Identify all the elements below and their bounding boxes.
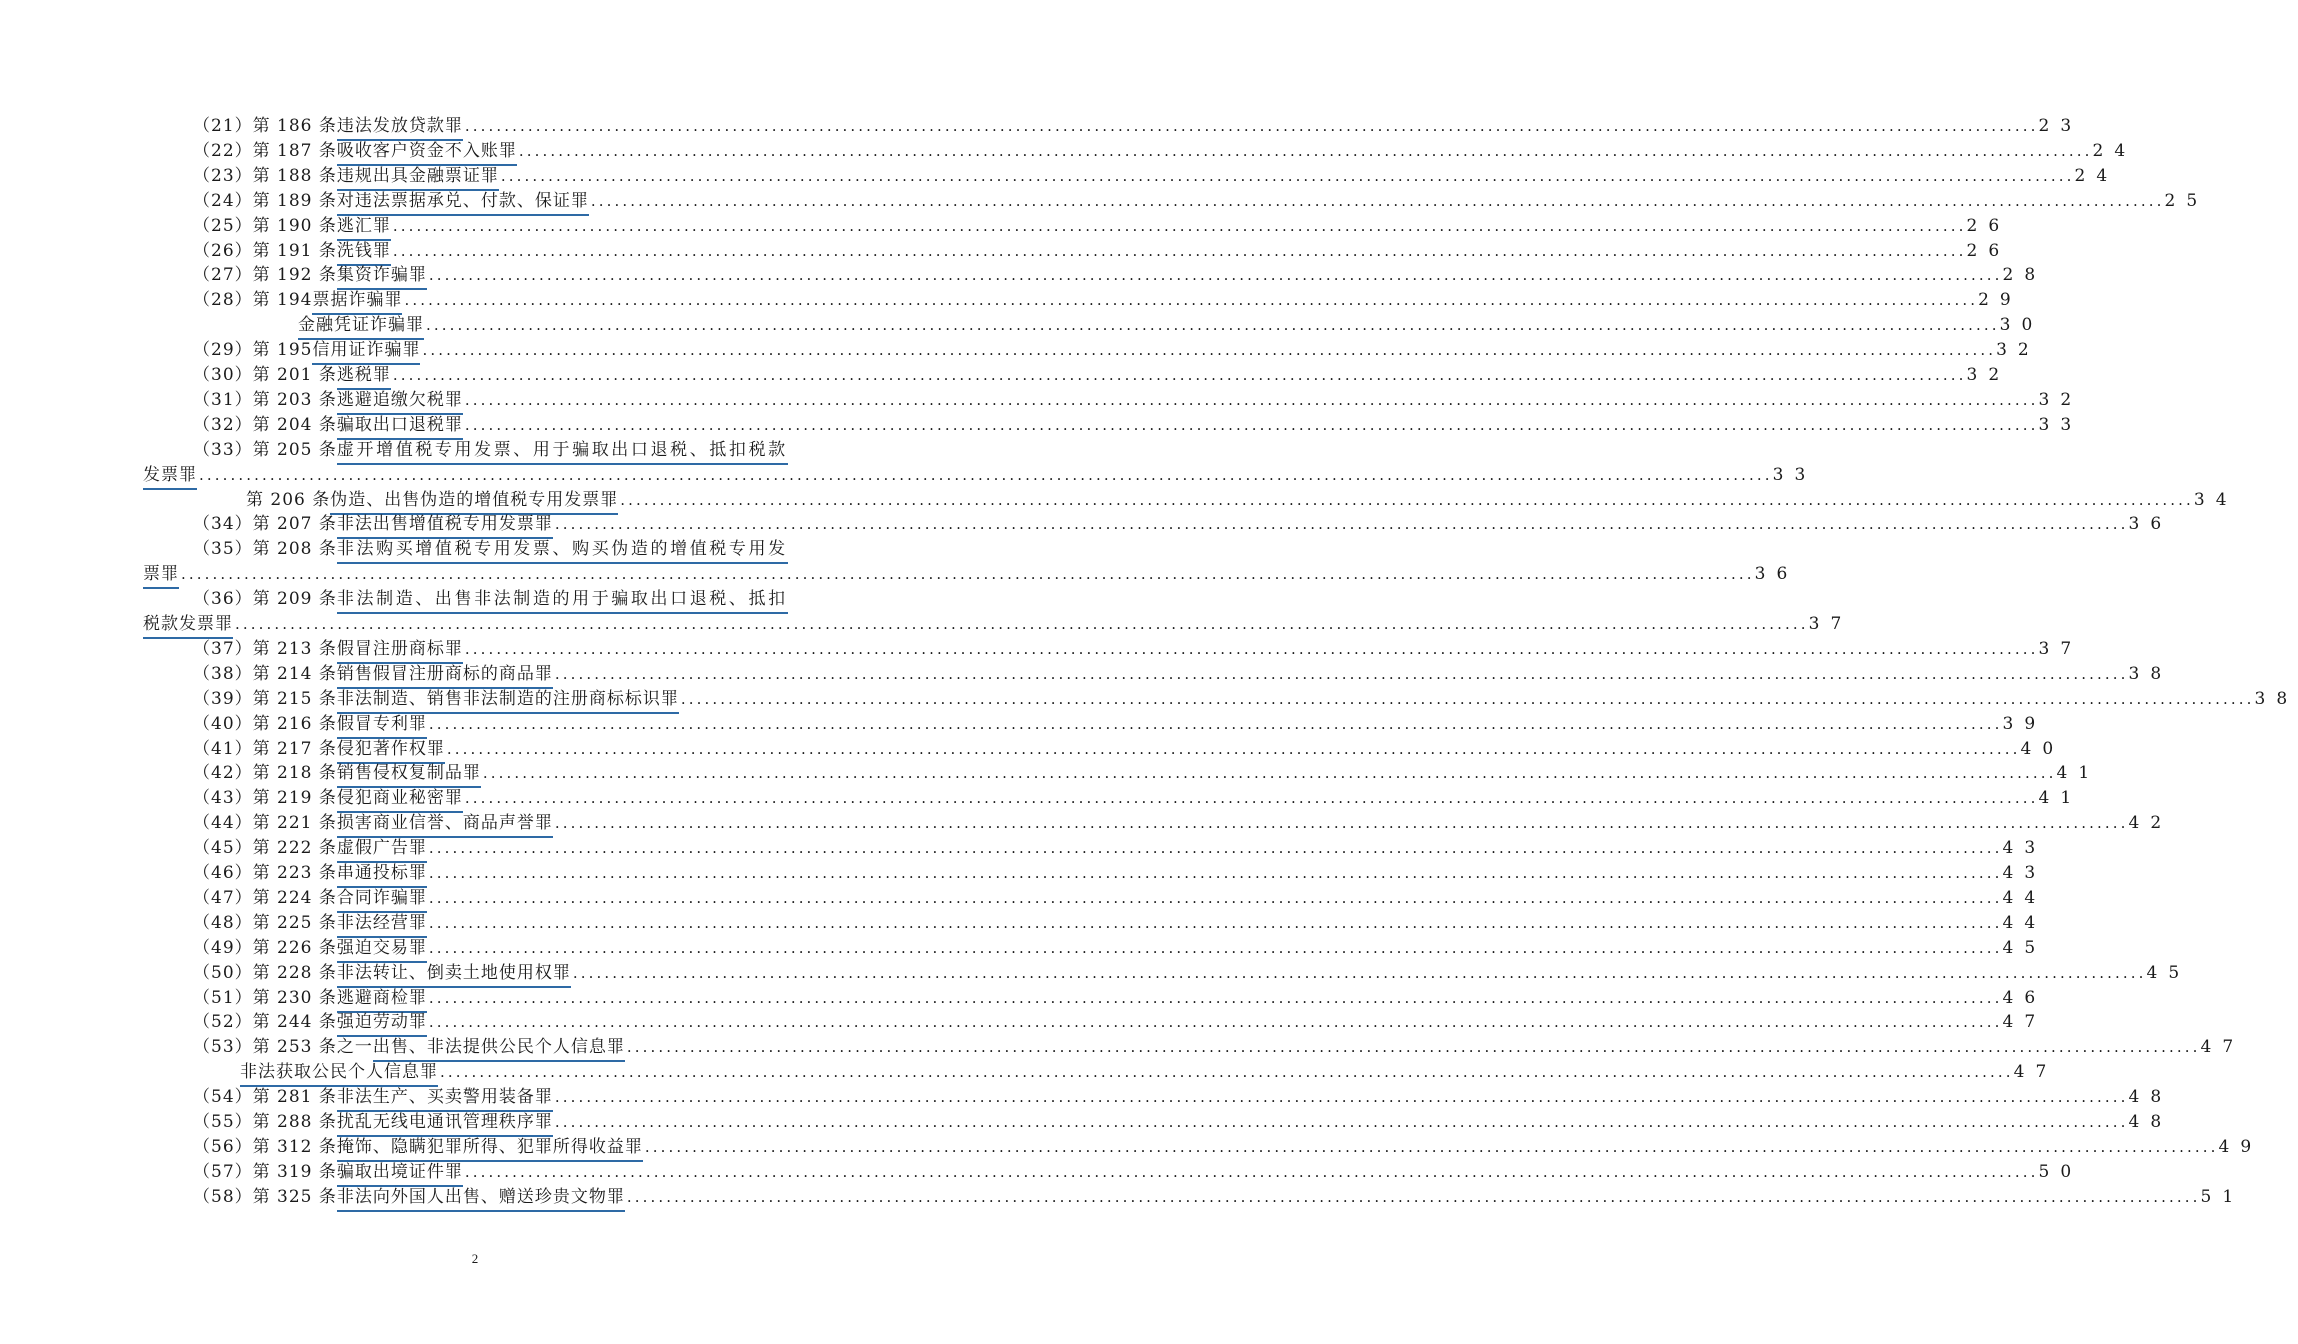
toc-entry[interactable] [193,239,2011,264]
entry-title: 出售、非法提供公民个人信息罪 [373,1035,625,1062]
entry-page: 37 [1808,614,1853,634]
entry-article: （53）第 253 条之一 [193,1037,373,1058]
entry-article: （39）第 215 条 [193,688,337,709]
toc-entry[interactable] [193,737,2065,762]
toc-entry[interactable] [193,986,2047,1011]
toc-entry[interactable] [246,488,2238,513]
toc-entry[interactable] [193,114,2083,139]
entry-title: 违规出具金融票证罪 [337,164,499,191]
entry-article: （50）第 228 条 [193,962,337,983]
entry-article: （46）第 223 条 [193,863,337,883]
entry-article: （30）第 201 条 [193,365,337,385]
entry-page: 25 [2164,190,2209,211]
entry-title: 非法购买增值税专用发票、购买伪造的增值税专用发 [337,537,788,564]
entry-title: 集资诈骗罪 [337,263,427,290]
entry-page: 36 [1754,564,1799,585]
leader-dots: ........................................................................................................................................................................................................ [428,888,2003,907]
leader-dots: ........................................................................................................................................................................................................ [235,615,1809,633]
toc-entry-continuation[interactable] [143,463,1817,488]
toc-entry[interactable] [193,164,2119,189]
entry-title: 扰乱无线电通讯管理秩序罪 [337,1110,553,1137]
toc-entry[interactable] [193,288,2022,313]
entry-page: 29 [1978,290,2022,311]
entry-article: （28）第 194 [193,290,313,311]
entry-title: 虚假广告罪 [337,836,427,863]
entry-article: （31）第 203 条 [193,389,337,410]
entry-title-continued: 发票罪 [143,463,197,490]
entry-title: 吸收客户资金不入账罪 [337,139,517,166]
leader-dots: ........................................................................................................................................................................................................ [428,1013,2003,1032]
entry-page: 32 [1966,365,2011,385]
leader-dots: ........................................................................................................................................................................................................ [554,515,2129,534]
entry-title: 骗取出境证件罪 [337,1160,463,1187]
toc-entry[interactable] [193,587,808,612]
toc-entry[interactable] [193,413,2083,438]
entry-title: 逃避商检罪 [337,986,427,1013]
entry-article: （34）第 207 条 [193,514,337,535]
toc-entry[interactable] [193,1110,2173,1135]
entry-article: （37）第 213 条 [193,638,337,659]
entry-title: 非法制造、销售非法制造的注册商标标识罪 [337,687,679,714]
toc-entry[interactable] [193,861,2047,886]
entry-page: 47 [2013,1062,2058,1083]
leader-dots: ........................................................................................................................................................................................................ [446,739,2021,758]
entry-title: 假冒专利罪 [337,712,427,739]
leader-dots: ........................................................................................................................................................................................................ [426,316,2000,335]
entry-page: 33 [1772,464,1817,485]
entry-article: （26）第 191 条 [193,240,337,261]
entry-article: （25）第 190 条 [193,215,337,236]
entry-page: 44 [2002,887,2047,908]
entry-page: 37 [2038,638,2083,659]
entry-page: 51 [2200,1186,2245,1207]
leader-dots: ........................................................................................................................................................................................................ [440,1063,2014,1082]
entry-page: 41 [2056,763,2101,784]
entry-page: 47 [2200,1037,2245,1058]
entry-page: 26 [1966,215,2011,236]
page-number: 2 [471,1251,479,1266]
leader-dots: ........................................................................................................................................................................................................ [428,913,2003,932]
toc-entry[interactable] [240,1060,2058,1085]
entry-article: （56）第 312 条 [193,1136,337,1157]
entry-title: 虚开增值税专用发票、用于骗取出口退税、抵扣税款 [337,438,788,465]
entry-article: （41）第 217 条 [193,738,337,759]
toc-entry[interactable] [193,886,2047,911]
entry-article: （51）第 230 条 [193,987,337,1008]
leader-dots: ........................................................................................................................................................................................................ [428,839,2003,858]
entry-title: 非法经营罪 [337,911,427,938]
leader-dots: ........................................................................................................................................................................................................ [554,664,2129,683]
leader-dots: ........................................................................................................................................................................................................ [392,366,1967,384]
entry-title: 伪造、出售伪造的增值税专用发票罪 [330,488,618,515]
toc-entry[interactable] [298,313,2044,338]
entry-article: （57）第 319 条 [193,1161,337,1182]
toc-entry[interactable] [193,1135,2263,1160]
entry-title: 损害商业信誉、商品声誉罪 [337,811,553,838]
toc-entry[interactable] [193,712,2047,737]
toc-entry[interactable] [193,811,2173,836]
entry-page: 32 [1996,340,2040,361]
entry-page: 49 [2218,1136,2263,1157]
leader-dots: ........................................................................................................................................................................................................ [464,789,2039,808]
entry-article: （54）第 281 条 [193,1087,337,1108]
entry-article: （48）第 225 条 [193,912,337,933]
entry-page: 41 [2038,788,2083,809]
entry-article: （33）第 205 条 [193,439,337,460]
entry-article: （21）第 186 条 [193,116,337,136]
entry-page: 36 [2128,514,2173,535]
entry-page: 26 [1966,240,2011,261]
entry-page: 43 [2002,838,2047,859]
toc-entry[interactable] [193,263,2047,288]
toc-entry[interactable] [193,189,2209,214]
entry-page: 24 [2092,140,2137,161]
entry-page: 46 [2002,987,2047,1008]
leader-dots: ........................................................................................................................................................................................................ [644,1137,2219,1156]
toc-entry[interactable] [193,936,2047,961]
entry-article: （47）第 224 条 [193,887,337,908]
toc-entry[interactable] [193,1160,2083,1185]
entry-page: 34 [2193,489,2238,510]
entry-page: 47 [2002,1012,2047,1033]
entry-article: （29）第 195 [193,340,313,361]
toc-entry[interactable] [193,363,2011,388]
entry-title: 串通投标罪 [337,861,427,888]
toc-entry[interactable] [193,388,2083,413]
leader-dots: ........................................................................................................................................................................................................ [404,291,1979,310]
toc-entry[interactable] [193,911,2047,936]
entry-article: （49）第 226 条 [193,937,337,958]
toc-entry[interactable] [193,1085,2173,1110]
entry-article: （55）第 288 条 [193,1112,337,1132]
entry-page: 38 [2254,688,2298,709]
toc-entry[interactable] [193,338,2040,363]
entry-page: 33 [2038,414,2083,435]
leader-dots: ........................................................................................................................................................................................................ [554,1088,2129,1107]
leader-dots: ........................................................................................................................................................................................................ [482,764,2057,783]
toc-entry[interactable] [193,1010,2047,1035]
entry-article: （35）第 208 条 [193,539,337,560]
entry-page: 28 [2002,265,2047,286]
leader-dots: ........................................................................................................................................................................................................ [428,714,2003,733]
entry-title: 信用证诈骗罪 [312,338,420,365]
entry-article: （44）第 221 条 [193,813,337,834]
toc-entry-continuation[interactable] [143,612,1853,637]
entry-title: 销售侵权复制品罪 [337,761,481,788]
leader-dots: ........................................................................................................................................................................................................ [626,1187,2201,1206]
entry-article: （38）第 214 条 [193,663,337,684]
leader-dots: ........................................................................................................................................................................................................ [464,390,2039,409]
entry-title: 非法出售增值税专用发票罪 [337,512,553,539]
entry-title: 逃避追缴欠税罪 [337,388,463,415]
toc-entry[interactable] [193,687,2298,712]
entry-article: （36）第 209 条 [193,589,337,610]
entry-title-continued: 税款发票罪 [143,612,233,639]
entry-article: （45）第 222 条 [193,838,337,859]
entry-title: 非法向外国人出售、赠送珍贵文物罪 [337,1185,625,1212]
entry-article: （32）第 204 条 [193,414,337,435]
toc-entry[interactable] [193,1035,2245,1060]
entry-title: 侵犯著作权罪 [337,737,445,764]
entry-article: 第 206 条 [246,489,331,510]
entry-article: （22）第 187 条 [193,140,337,161]
entry-title: 骗取出口退税罪 [337,413,463,440]
entry-title: 票据诈骗罪 [312,288,402,315]
entry-title: 非法生产、买卖警用装备罪 [337,1085,553,1112]
toc-entry-continuation[interactable] [143,562,1799,587]
entry-page: 30 [1999,315,2044,336]
entry-page: 23 [2038,116,2083,136]
entry-title: 洗钱罪 [337,239,391,266]
entry-page: 44 [2002,912,2047,933]
entry-page: 24 [2074,165,2119,186]
entry-title: 销售假冒注册商标的商品罪 [337,662,553,689]
leader-dots: ........................................................................................................................................................................................................ [464,117,2039,135]
entry-article: （42）第 218 条 [193,763,337,784]
entry-title: 非法转让、倒卖土地使用权罪 [337,961,571,988]
entry-article: （24）第 189 条 [193,190,337,211]
leader-dots: ........................................................................................................................................................................................................ [464,1162,2039,1181]
leader-dots: ........................................................................................................................................................................................................ [428,864,2003,882]
leader-dots: ........................................................................................................................................................................................................ [181,565,1755,584]
leader-dots: ........................................................................................................................................................................................................ [392,216,1967,235]
toc-entry[interactable] [193,786,2083,811]
entry-page: 48 [2128,1112,2173,1132]
leader-dots: ........................................................................................................................................................................................................ [572,963,2147,982]
toc-entry[interactable] [193,637,2083,662]
leader-dots: ........................................................................................................................................................................................................ [554,814,2129,833]
entry-article: （43）第 219 条 [193,788,337,809]
entry-page: 40 [2020,738,2065,759]
entry-title-continued: 票罪 [143,562,179,589]
entry-title: 掩饰、隐瞒犯罪所得、犯罪所得收益罪 [337,1135,643,1162]
entry-page: 50 [2038,1161,2083,1182]
toc-entry[interactable] [193,438,808,463]
entry-title: 逃汇罪 [337,214,391,241]
entry-page: 45 [2002,937,2047,958]
toc-entry[interactable] [193,512,2173,537]
entry-page: 43 [2002,863,2047,883]
entry-title: 强迫交易罪 [337,936,427,963]
toc-entry[interactable] [193,836,2047,861]
leader-dots: ........................................................................................................................................................................................................ [620,490,2194,509]
entry-title: 合同诈骗罪 [337,886,427,913]
leader-dots: ........................................................................................................................................................................................................ [428,938,2003,957]
entry-article: （40）第 216 条 [193,713,337,734]
entry-article: （52）第 244 条 [193,1012,337,1033]
entry-page: 45 [2146,962,2191,983]
leader-dots: ........................................................................................................................................................................................................ [428,266,2003,285]
leader-dots: ........................................................................................................................................................................................................ [626,1038,2201,1057]
entry-title: 非法获取公民个人信息罪 [240,1060,438,1087]
leader-dots: ........................................................................................................................................................................................................ [500,166,2075,185]
entry-title: 非法制造、出售非法制造的用于骗取出口退税、抵扣 [337,587,788,614]
toc-entry[interactable] [193,662,2173,687]
leader-dots: ........................................................................................................................................................................................................ [518,141,2093,160]
entry-title: 金融凭证诈骗罪 [298,313,424,340]
entry-article: （23）第 188 条 [193,165,337,186]
leader-dots: ........................................................................................................................................................................................................ [554,1113,2129,1131]
entry-title: 侵犯商业秘密罪 [337,786,463,813]
entry-page: 42 [2128,813,2173,834]
entry-page: 32 [2038,389,2083,410]
entry-page: 39 [2002,713,2047,734]
leader-dots: ........................................................................................................................................................................................................ [422,341,1997,360]
toc-entry[interactable] [193,961,2191,986]
toc-entry[interactable] [193,139,2137,164]
entry-title: 对违法票据承兑、付款、保证罪 [337,189,589,216]
entry-page: 48 [2128,1087,2173,1108]
toc-entry[interactable] [193,1185,2245,1210]
toc-entry[interactable] [193,537,808,562]
leader-dots: ........................................................................................................................................................................................................ [392,241,1967,260]
leader-dots: ........................................................................................................................................................................................................ [680,689,2255,708]
entry-title: 假冒注册商标罪 [337,637,463,664]
entry-title: 强迫劳动罪 [337,1010,427,1037]
entry-article: （58）第 325 条 [193,1186,337,1207]
leader-dots: ........................................................................................................................................................................................................ [464,415,2039,434]
entry-title: 违法发放贷款罪 [337,114,463,141]
leader-dots: ........................................................................................................................................................................................................ [199,465,1773,484]
entry-page: 38 [2128,663,2173,684]
leader-dots: ........................................................................................................................................................................................................ [590,191,2165,210]
leader-dots: ........................................................................................................................................................................................................ [428,988,2003,1007]
entry-title: 逃税罪 [337,363,391,390]
toc-entry[interactable] [193,214,2011,239]
entry-article: （27）第 192 条 [193,265,337,286]
toc-entry[interactable] [193,761,2101,786]
leader-dots: ........................................................................................................................................................................................................ [464,639,2039,658]
